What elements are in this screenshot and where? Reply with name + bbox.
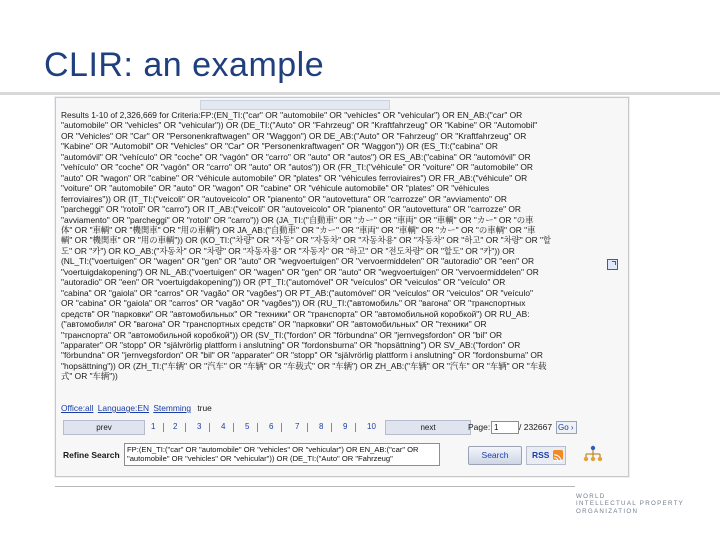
page-link-8[interactable]: 8 (319, 422, 324, 431)
criteria-line: OR "Vehicles" OR "Car" OR "Personenkraftwagen" OR "Waggon") OR DE_AB:("Auto" OR "Fahrzeug" OR "Kraftfahrzeug" OR (61, 130, 527, 141)
criteria-line: "förbundna" OR "jernvegsfordon" OR "bil" OR "apparater" OR "stopp" OR "självrörlig plattform i anslutning" OR "fordonsburna" OR (61, 350, 543, 361)
criteria-line: 式" OR "车辆")) (61, 371, 118, 382)
stemming-value: true (197, 403, 212, 413)
page-link-3[interactable]: 3 (197, 422, 202, 431)
page-link-10[interactable]: 10 (367, 422, 376, 431)
results-tab-strip (200, 100, 390, 110)
criteria-line: "automóvil" OR "vehículo" OR "coche" OR "vagón" OR "carro" OR "auto" OR "autos") OR ES_AB:("cabina" OR "automóvil" OR (61, 151, 531, 162)
criteria-line: "транспорта" OR "автомобильной коробкой")) OR (SV_TI:("fordon" OR "förbundna" OR "jernvegsfordon" OR "bil" OR (61, 329, 503, 340)
criteria-line: ("автомобиля" OR "вагона" OR "транспортных средств" OR "парковки" OR "автомобильных" OR "техники" OR (61, 319, 487, 330)
rss-label: RSS (532, 450, 550, 460)
criteria-line: "voiture" OR "automobile" OR "auto" OR "wagon" OR "cabine" OR "véhicule automobile" OR "plates" OR "véhicules (61, 183, 490, 194)
criteria-line: 도" OR "카") OR KO_AB:("자동차" OR "차량" OR "자동자용" OR "자동자" OR "하고" OR "전도차량" OR "할도" OR "카")) OR (61, 245, 515, 256)
office-filter-link[interactable]: Office:all (61, 403, 94, 413)
page-link-7[interactable]: 7 (295, 422, 300, 431)
page-separator (233, 423, 234, 432)
page-link-2[interactable]: 2 (173, 422, 178, 431)
page-separator (185, 423, 186, 432)
page-link-5[interactable]: 5 (245, 422, 250, 431)
stemming-link[interactable]: Stemming (153, 403, 192, 413)
criteria-text (61, 110, 605, 382)
refine-search-input[interactable]: FP:(EN_TI:("car" OR "automobile" OR "vehicles" OR "vehicular") OR EN_AB:("car" OR "automobile" OR "vehicles" OR "vehicular")) OR (DE_TI:("Auto" OR "Fahrzeug" (124, 443, 440, 466)
slide-title: CLIR: an example (44, 46, 325, 84)
criteria-line: "autoradio" OR "een" OR "voertuigdakopening")) OR (PT_TI:("automóvel" OR "veículos" OR "veiculos" OR "veículo" OR (61, 277, 506, 288)
criteria-line: Results 1-10 of 2,326,669 for Criteria:FP:(EN_TI:("car" OR "automobile" OR "vehicles" OR "vehicular") OR EN_AB:("car" OR (61, 110, 523, 120)
page-total: / 232667 (519, 422, 553, 432)
rss-feed-icon (553, 450, 563, 460)
criteria-line: "voertuigdakopening") OR NL_AB:("voertuigen" OR "wagen" OR "gen" OR "auto" OR "wegvoertuigen" OR "vervoermiddelen" OR (61, 266, 539, 277)
criteria-line: 輌" OR "機関車" OR "用の車輌")) OR (KO_TI:("차량" OR "자동" OR "자동차" OR "자동차용" OR "자동차" OR "하고" OR "차량" OR "할 (61, 235, 552, 246)
external-link-icon[interactable] (607, 259, 618, 270)
next-page-button[interactable]: next (385, 420, 471, 435)
criteria-line: "cabina" OR "gaiola" OR "carros" OR "vagão" OR "vagões") OR PT_AB:("automóvel" OR "veículos" OR "veiculos" OR "veículo" (61, 287, 533, 298)
criteria-line: OR "cabina" OR "gaiola" OR "carros" OR "vagão" OR "vagões")) OR (RU_TI:("автомобиль" OR "вагона" OR "транспортных (61, 298, 526, 309)
page-separator (281, 423, 282, 432)
footer-divider (55, 486, 575, 487)
language-filter-link[interactable]: Language:EN (97, 403, 149, 413)
criteria-line: ferroviaires")) OR (IT_TI:("veicoli" OR "autoveicolo" OR "pianento" OR "autovettura" OR "carrozze" OR "avviamento" OR (61, 193, 507, 204)
search-button[interactable]: Search (468, 446, 522, 465)
page-number-input[interactable]: 1 (491, 421, 519, 434)
org-line: WORLD (576, 493, 606, 500)
page-separator (163, 423, 164, 432)
page-link-9[interactable]: 9 (343, 422, 348, 431)
page-separator (355, 423, 356, 432)
criteria-line: "automobile" OR "vehicles" OR "vehicular")) OR (DE_TI:("Auto" OR "Fahrzeug" OR "Kraftfahrzeug" OR "Kabine" OR "Automobil" (61, 120, 538, 131)
pagination-bar (63, 420, 473, 434)
page-separator (209, 423, 210, 432)
page-separator (331, 423, 332, 432)
page-link-1[interactable]: 1 (151, 422, 156, 431)
criteria-line: "Kabine" OR "Automobil" OR "Vehicles" OR "Car" OR "Personenkraftwagen" OR "Waggon")) OR (ES_TI:("cabina" OR (61, 141, 498, 152)
rss-button[interactable] (526, 446, 566, 465)
criteria-line: средств" OR "парковки" OR "автомобильных" OR "техники" OR "транспорта" OR "автомобильной коробкой") OR RU_AB: (61, 308, 530, 319)
criteria-line: (NL_TI:("voertuigen" OR "wagen" OR "gen" OR "auto" OR "wegvoertuigen" OR "vervoermiddelen" OR "autoradio" OR "een" OR (61, 256, 535, 267)
results-criteria (61, 110, 605, 410)
page-separator (307, 423, 308, 432)
criteria-line: "avviamento" OR "parcheggi" OR "rotoli" OR "carro")) OR (JA_TI:("自動車" OR "カー" OR "車両" OR "車輌" OR "カー" OR "の車 (61, 214, 534, 225)
wipo-logo-text (576, 493, 684, 515)
org-line: INTELLECTUAL PROPERTY (576, 500, 685, 508)
tree-view-icon[interactable] (582, 445, 604, 463)
page-label: Page: (468, 422, 491, 432)
criteria-line: "hopsättning")) OR (ZH_TI:("车辆" OR "汽车" OR "车辆" OR "车载式" OR "车辆") OR ZH_AB:("车辆" OR "汽车" OR "车辆" OR "车载 (61, 360, 547, 371)
results-tail (61, 403, 212, 413)
criteria-line: "auto" OR "wagon" OR "cabine" OR "véhicule automobile" OR "plates" OR "véhicules ferroviaires") OR FR_AB:("véhicule" OR (61, 172, 528, 183)
org-line: ORGANIZATION (576, 507, 639, 515)
criteria-line: "parcheggi" OR "rotoli" OR "carro") OR IT_AB:("veicoli" OR "autoveicolo" OR "pianento" OR "autovettura" OR "carrozze" OR (61, 204, 521, 215)
criteria-line: "apparater" OR "stopp" OR "självrörlig plattform i anslutning" OR "fordonsburna" OR "hopsättning") OR SV_AB:("fordon" OR (61, 339, 521, 350)
page-separator (257, 423, 258, 432)
criteria-line: "vehículo" OR "coche" OR "vagón" OR "carro" OR "auto" OR "autos")) OR (FR_TI:("véhicule" OR "voiture" OR "automobile" OR (61, 162, 533, 173)
prev-page-button[interactable]: prev (63, 420, 145, 435)
go-button[interactable]: Go › (556, 421, 577, 434)
page-link-6[interactable]: 6 (269, 422, 274, 431)
page-link-4[interactable]: 4 (221, 422, 226, 431)
title-divider (0, 92, 720, 95)
criteria-line: 体" OR "車輌" OR "機関車" OR "用の車輌") OR JA_AB:("自動車" OR "カー" OR "車両" OR "車輌" OR "カー" OR "の車輌" OR "車 (61, 224, 536, 235)
refine-search-label: Refine Search (63, 450, 120, 460)
